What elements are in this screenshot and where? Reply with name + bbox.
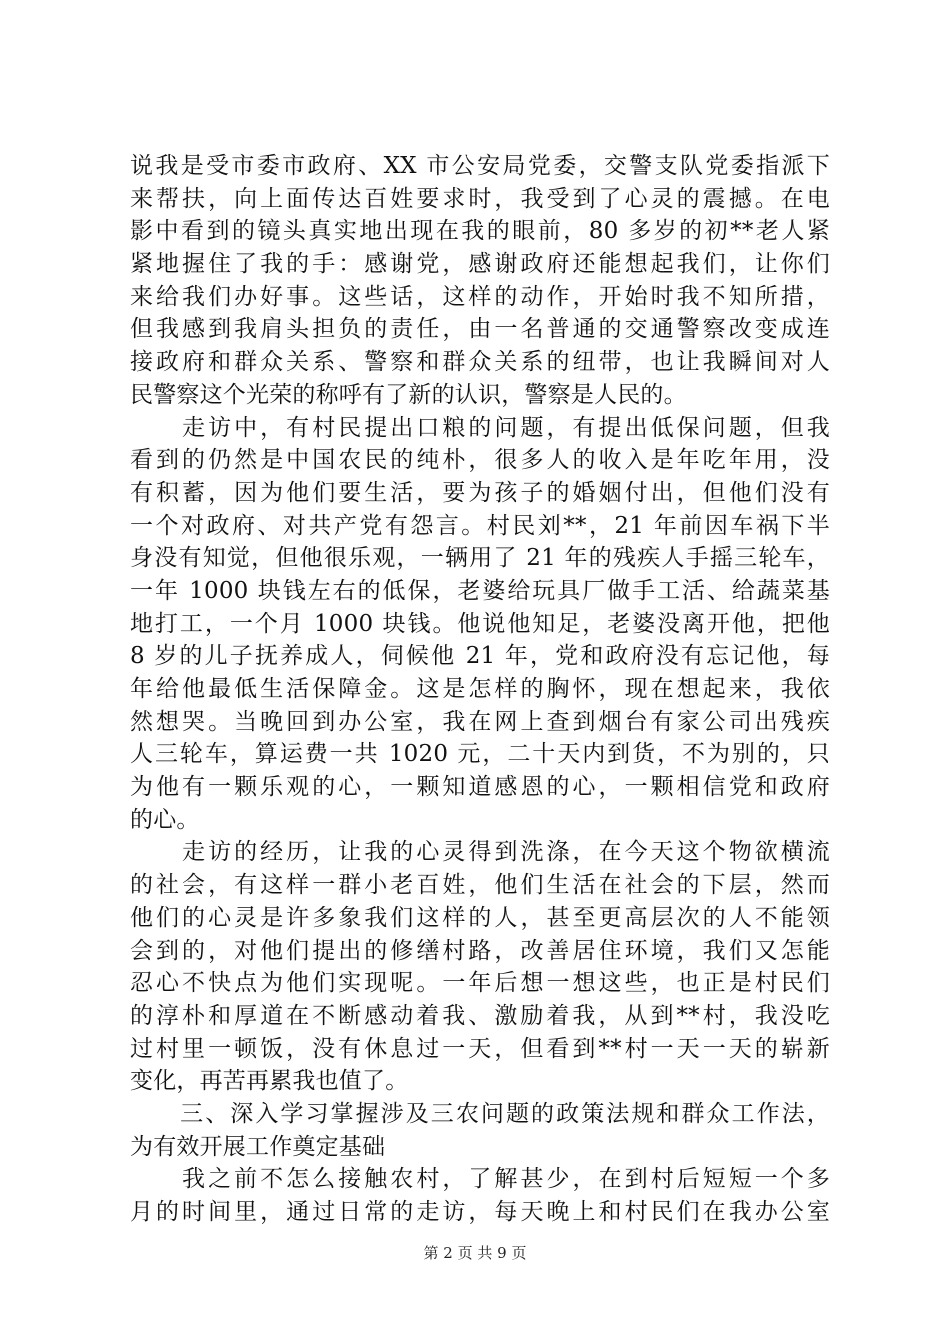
document-body	[130, 150, 830, 1229]
text-line: 一年 1000 块钱左右的低保，老婆给玩具厂做手工活、给蔬菜基	[130, 577, 830, 604]
text-line: 过村里一顿饭，没有休息过一天，但看到**村一天一天的崭新	[130, 1035, 830, 1062]
text-line: 人三轮车，算运费一共 1020 元，二十天内到货，不为别的，只	[130, 741, 830, 768]
text-line: 然想哭。当晚回到办公室，我在网上查到烟台有家公司出残疾	[130, 708, 830, 735]
text-line: 一个对政府、对共产党有怨言。村民刘**，21 年前因车祸下半	[130, 512, 830, 539]
text-line: 的淳朴和厚道在不断感动着我、激励着我，从到**村，我没吃	[130, 1002, 830, 1029]
text-line: 月的时间里，通过日常的走访，每天晚上和村民们在我办公室	[130, 1199, 830, 1225]
text-line: 影中看到的镜头真实地出现在我的眼前，80 多岁的初**老人紧	[130, 218, 830, 245]
page-footer	[0, 1242, 950, 1263]
text-line: 地打工，一个月 1000 块钱。他说他知足，老婆没离开他，把他	[130, 610, 830, 637]
text-line: 接政府和群众关系、警察和群众关系的纽带，也让我瞬间对人	[130, 349, 830, 376]
text-line: 走访的经历，让我的心灵得到洗涤，在今天这个物欲横流	[130, 839, 830, 866]
text-line: 但我感到我肩头担负的责任，由一名普通的交通警察改变成连	[130, 316, 830, 343]
text-line: 忍心不快点为他们实现呢。一年后想一想这些，也正是村民们	[130, 970, 830, 997]
text-line: 8 岁的儿子抚养成人，伺候他 21 年，党和政府没有忘记他，每	[130, 643, 830, 670]
text-line: 为他有一颗乐观的心，一颗知道感恩的心，一颗相信党和政府	[130, 774, 830, 801]
text-line: 年给他最低生活保障金。这是怎样的胸怀，现在想起来，我依	[130, 676, 830, 702]
text-line: 变化，再苦再累我也值了。	[130, 1068, 409, 1095]
text-line: 他们的心灵是许多象我们这样的人，甚至更高层次的人不能领	[130, 904, 830, 931]
text-line: 的社会，有这样一群小老百姓，他们生活在社会的下层，然而	[130, 872, 830, 899]
page-number: 第 2 页 共 9 页	[423, 1244, 527, 1262]
text-line: 身没有知觉，但他很乐观，一辆用了 21 年的残疾人手摇三轮车，	[130, 545, 830, 572]
text-line: 看到的仍然是中国农民的纯朴，很多人的收入是年吃年用，没	[130, 447, 830, 474]
text-line: 来给我们办好事。这些话，这样的动作，开始时我不知所措，	[130, 283, 830, 310]
text-line: 我之前不怎么接触农村，了解甚少，在到村后短短一个多	[130, 1166, 830, 1193]
text-line: 为有效开展工作奠定基础	[130, 1133, 386, 1160]
text-line: 会到的，对他们提出的修缮村路，改善居住环境，我们又怎能	[130, 937, 830, 964]
text-line: 走访中，有村民提出口粮的问题，有提出低保问题，但我	[130, 414, 830, 441]
text-line: 说我是受市委市政府、XX 市公安局党委，交警支队党委指派下	[130, 153, 830, 179]
text-line: 三、深入学习掌握涉及三农问题的政策法规和群众工作法，	[130, 1100, 830, 1127]
text-line: 紧地握住了我的手：感谢党，感谢政府还能想起我们，让你们	[130, 251, 830, 278]
text-line: 民警察这个光荣的称呼有了新的认识，警察是人民的。	[130, 381, 687, 408]
text-line: 的心。	[130, 806, 200, 833]
text-line: 来帮扶，向上面传达百姓要求时，我受到了心灵的震撼。在电	[130, 185, 830, 212]
text-line: 有积蓄，因为他们要生活，要为孩子的婚姻付出，但他们没有	[130, 479, 830, 506]
